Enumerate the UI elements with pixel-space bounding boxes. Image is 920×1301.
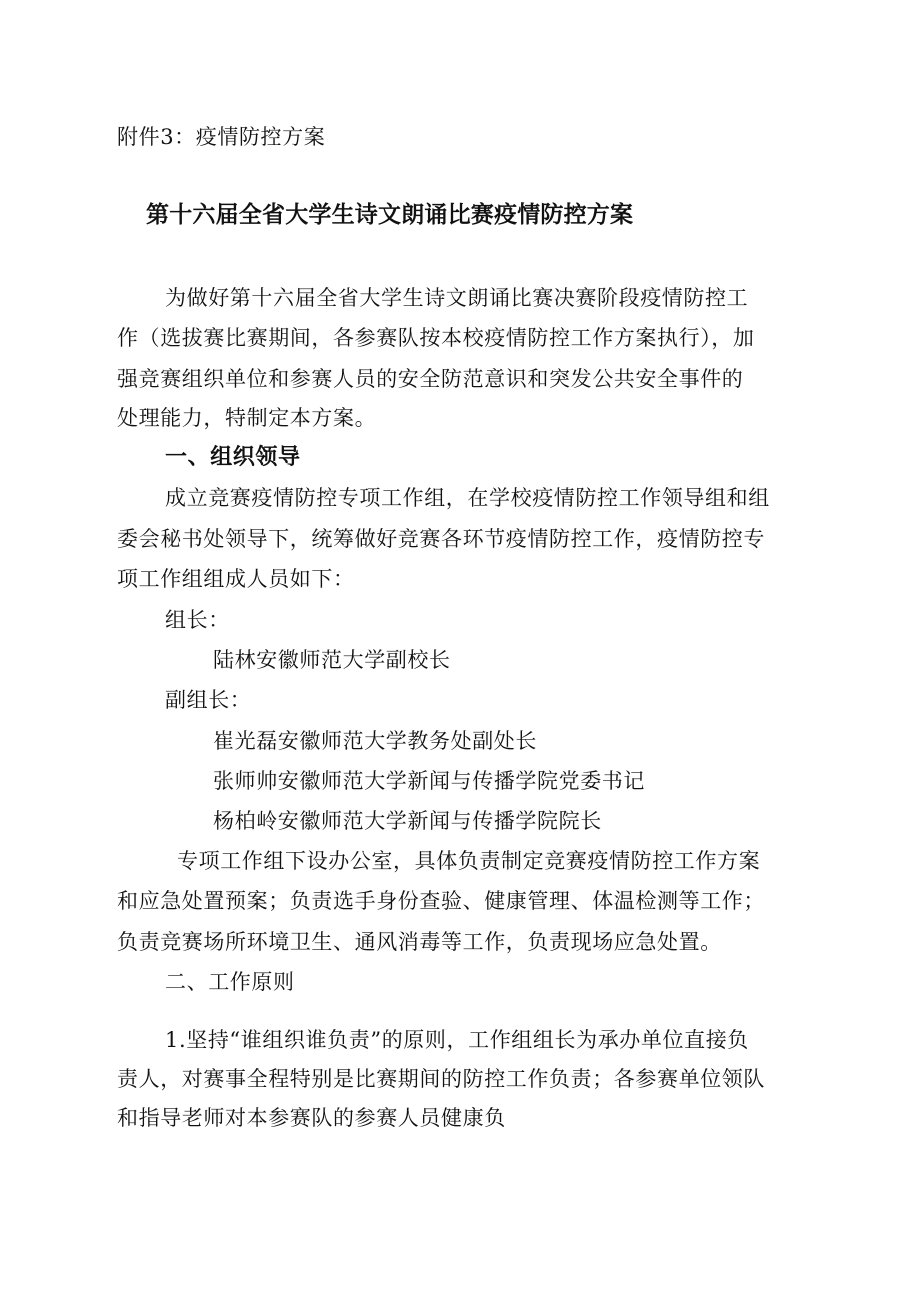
section1-heading: 一、组织领导 [165,445,301,470]
leader-label: 组长： [165,608,230,632]
section1-line: 成立竞赛疫情防控专项工作组，在学校疫情防控工作领导组和组 [165,486,770,510]
office-line: 和应急处置预案；负责选手身份查验、健康管理、体温检测等工作； [117,889,765,913]
section1-line: 委会秘书处领导下，统筹做好竞赛各环节疫情防控工作，疫情防控专 [117,527,765,551]
principle-line: 和指导老师对本参赛队的参赛人员健康负 [117,1106,506,1130]
intro-line: 作（选拔赛比赛期间，各参赛队按本校疫情防控工作方案执行），加 [117,326,755,350]
deputy-label: 副组长： [165,688,252,712]
intro-line: 强竞赛组织单位和参赛人员的安全防范意识和突发公共安全事件的 [117,367,744,391]
office-line: 专项工作组下设办公室，具体负责制定竞赛疫情防控工作方案 [177,849,761,873]
principle-line: 责人，对赛事全程特别是比赛期间的防控工作负责；各参赛单位领队 [117,1067,765,1091]
section2-heading: 二、工作原则 [165,970,295,994]
intro-line: 为做好第十六届全省大学生诗文朗诵比赛决赛阶段疫情防控工 [165,286,749,310]
annex-label: 附件3：疫情防控方案 [117,125,326,149]
intro-line: 处理能力，特制定本方案。 [117,406,377,430]
leader-name: 陆林安徽师范大学副校长 [213,648,451,672]
office-line: 负责竞赛场所环境卫生、通风消毒等工作，负责现场应急处置。 [117,930,722,954]
deputy-name: 杨柏岭安徽师范大学新闻与传播学院院长 [213,809,602,833]
principle-line: 1.坚持“谁组织谁负责”的原则，工作组组长为承办单位直接负 [165,1028,749,1052]
document-title: 第十六届全省大学生诗文朗诵比赛疫情防控方案 [146,202,634,228]
deputy-name: 张师帅安徽师范大学新闻与传播学院党委书记 [213,769,645,793]
deputy-name: 崔光磊安徽师范大学教务处副处长 [213,729,537,753]
section1-line: 项工作组组成人员如下： [117,567,355,591]
